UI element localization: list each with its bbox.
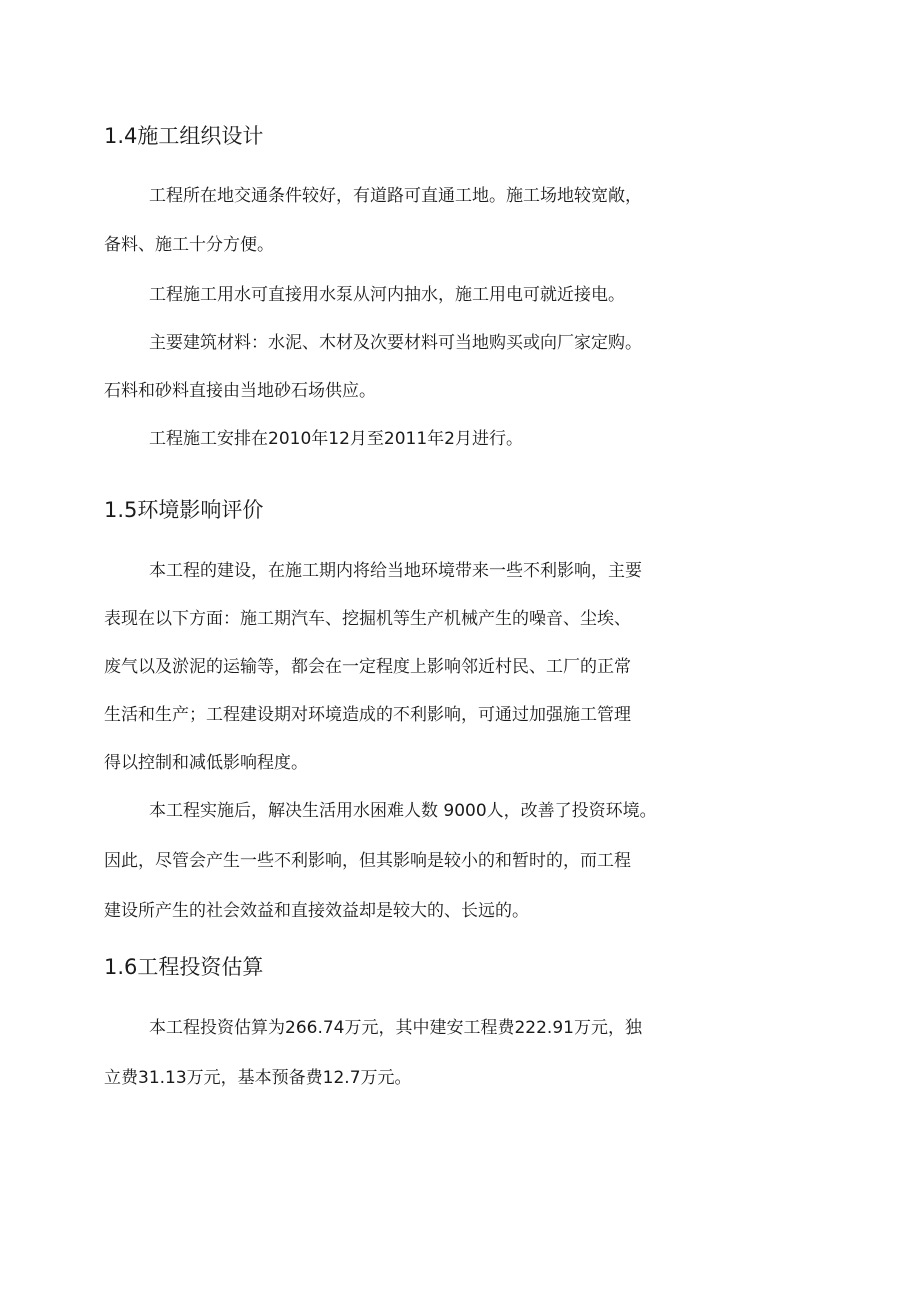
paragraph-line: 工程所在地交通条件较好，有道路可直通工地。施工场地较宽敞， xyxy=(149,186,642,206)
paragraph-line: 本工程的建设，在施工期内将给当地环境带来一些不利影响，主要 xyxy=(149,561,642,581)
paragraph-line: 本工程投资估算为266.74万元，其中建安工程费222.91万元，独 xyxy=(149,1018,642,1038)
paragraph-line: 工程施工用水可直接用水泵从河内抽水，施工用电可就近接电。 xyxy=(149,285,625,305)
paragraph-line: 石料和砂料直接由当地砂石场供应。 xyxy=(104,381,376,401)
paragraph-line: 本工程实施后，解决生活用水困难人数 9000人，改善了投资环境。 xyxy=(149,801,657,821)
section-heading-1-4: 1.4施工组织设计 xyxy=(104,124,264,148)
paragraph-line: 立费31.13万元，基本预备费12.7万元。 xyxy=(104,1068,412,1088)
paragraph-line: 废气以及淤泥的运输等，都会在一定程度上影响邻近村民、工厂的正常 xyxy=(104,657,631,677)
paragraph-line: 生活和生产；工程建设期对环境造成的不利影响，可通过加强施工管理 xyxy=(104,705,631,725)
paragraph-line: 得以控制和减低影响程度。 xyxy=(104,753,308,773)
paragraph-line: 因此，尽管会产生一些不利影响，但其影响是较小的和暂时的，而工程 xyxy=(104,851,631,871)
paragraph-line: 备料、施工十分方便。 xyxy=(104,235,274,255)
paragraph-line: 表现在以下方面：施工期汽车、挖掘机等生产机械产生的噪音、尘埃、 xyxy=(104,609,631,629)
paragraph-line: 主要建筑材料：水泥、木材及次要材料可当地购买或向厂家定购。 xyxy=(149,333,642,353)
section-heading-1-6: 1.6工程投资估算 xyxy=(104,955,264,979)
paragraph-line: 工程施工安排在2010年12月至2011年2月进行。 xyxy=(149,429,523,449)
paragraph-line: 建设所产生的社会效益和直接效益却是较大的、长远的。 xyxy=(104,901,529,921)
section-heading-1-5: 1.5环境影响评价 xyxy=(104,498,264,522)
